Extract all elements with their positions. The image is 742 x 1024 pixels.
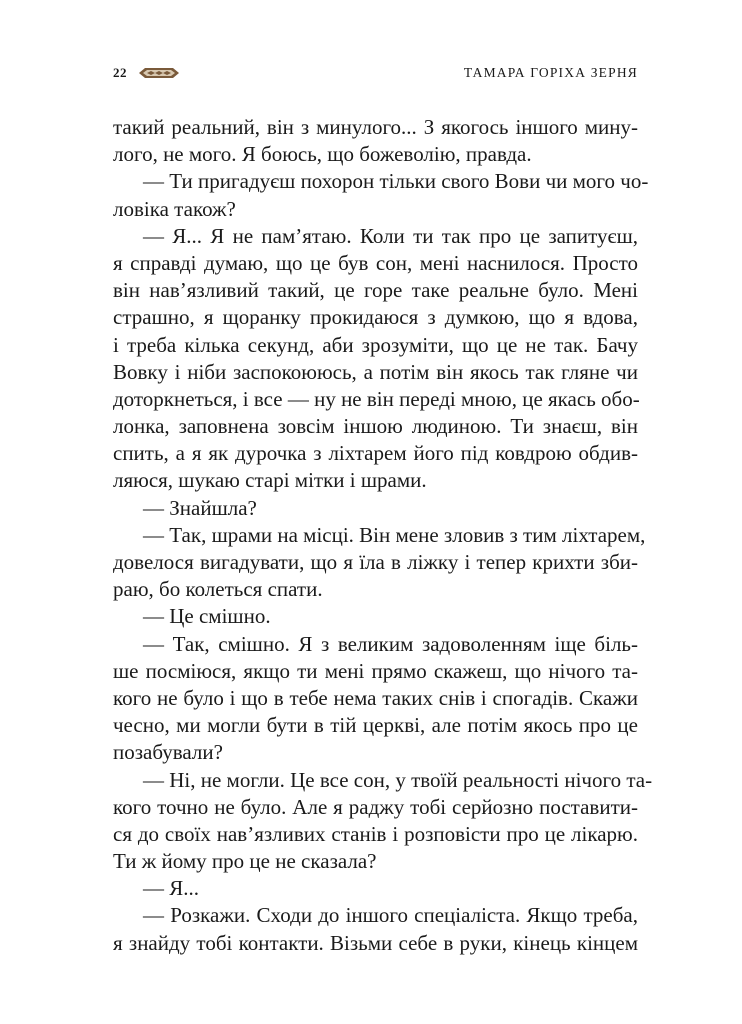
text-line: позабували? bbox=[113, 740, 223, 765]
text-line: ше посміюся, якщо ти мені прямо скажеш, що нічого та- bbox=[113, 658, 638, 683]
text-line: кого не було і що в тебе нема таких снів і спогадів. Скажи bbox=[113, 685, 638, 710]
text-line: Ти ж йому про це не сказала? bbox=[113, 849, 377, 874]
text-line: — Ні, не могли. Це все сон, у твоїй реальності нічого та- bbox=[143, 767, 653, 792]
text-line: — Я... Я не пам’ятаю. Коли ти так про це запитуєш, bbox=[143, 223, 638, 248]
text-line: довелося вигадувати, що я їла в ліжку і тепер крихти зби- bbox=[113, 550, 638, 574]
text-line: кого точно не було. Але я раджу тобі серйозно поставити- bbox=[113, 794, 638, 819]
text-line: доторкнеться, і все — ну не він переді мною, це якась обо- bbox=[113, 386, 640, 411]
text-line: ся до своїх нав’язливих станів і розповісти про це лікарю. bbox=[113, 821, 638, 846]
text-line: і треба кілька секунд, аби зрозуміти, що це не так. Бачу bbox=[113, 332, 638, 357]
text-line: спить, а я як дурочка з ліхтарем його під ковдрою обдив- bbox=[113, 441, 638, 466]
text-line: — Так, шрами на місці. Він мене зловив з тим ліхтарем, bbox=[143, 522, 646, 547]
text-line: Вовку і ніби заспокоююсь, а потім він якось так гляне чи bbox=[113, 359, 638, 384]
text-line: ляюся, шукаю старі мітки і шрами. bbox=[113, 468, 427, 493]
decorative-ornament-icon bbox=[137, 66, 181, 80]
running-title: ТАМАРА ГОРІХА ЗЕРНЯ bbox=[463, 65, 638, 80]
text-line: лонка, заповнена зовсім іншою людиною. Ти знаєш, він bbox=[113, 414, 638, 439]
text-line: — Це смішно. bbox=[143, 604, 271, 629]
text-line: — Я... bbox=[143, 876, 200, 901]
text-line: страшно, я щоранку прокидаюся з думкою, що я вдова, bbox=[113, 305, 638, 330]
text-line: я знайду тобі контакти. Візьми себе в руки, кінець кінцем bbox=[113, 930, 638, 955]
text-body bbox=[113, 114, 653, 957]
text-line: раю, бо колеться спати. bbox=[113, 577, 323, 602]
text-line: ловіка також? bbox=[113, 196, 236, 221]
text-line: чесно, ми могли бути в тій церкві, але потім якось про це bbox=[113, 713, 638, 738]
running-head-left bbox=[113, 65, 181, 81]
text-line: він нав’язливий такий, це горе таке реальне було. Мені bbox=[113, 278, 638, 303]
text-line: лого, не мого. Я боюсь, що божеволію, правда. bbox=[113, 142, 532, 167]
text-line: такий реальний, він з минулого... З якогось іншого мину- bbox=[113, 115, 638, 139]
text-line: я справді думаю, що це був сон, мені наснилося. Просто bbox=[113, 250, 638, 275]
text-line: — Розкажи. Сходи до іншого спеціаліста. Якщо треба, bbox=[143, 903, 638, 928]
text-line: — Ти пригадуєш похорон тільки свого Вови чи мого чо- bbox=[143, 169, 649, 194]
text-line: — Знайшла? bbox=[143, 495, 257, 520]
running-head bbox=[113, 62, 638, 84]
text-line: — Так, смішно. Я з великим задоволенням іще біль- bbox=[143, 631, 638, 656]
page-number: 22 bbox=[113, 65, 127, 80]
